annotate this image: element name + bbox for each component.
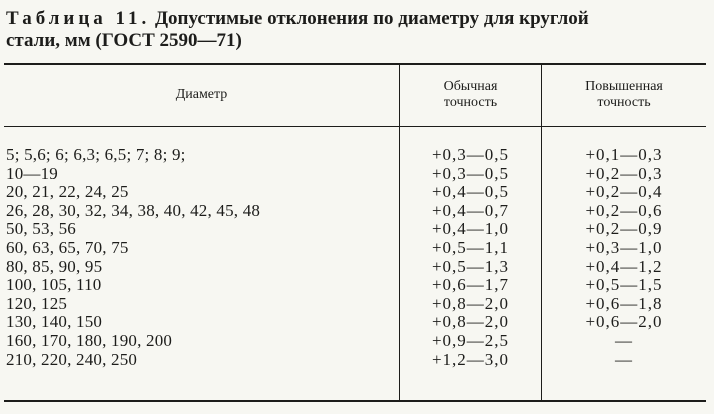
high-tolerance-cell: — — [615, 330, 633, 350]
diameter-cell: 130, 140, 150 — [6, 312, 103, 332]
high-tolerance-cell: +0,2—0,3 — [585, 163, 663, 183]
table-row — [4, 332, 706, 351]
high-tolerance-cell: +0,2—0,9 — [585, 219, 663, 239]
table-row — [4, 146, 706, 165]
normal-tolerance-cell: +0,4—0,5 — [431, 182, 510, 202]
high-tolerance-cell: — — [615, 349, 633, 369]
high-tolerance-cell: +0,4—1,2 — [585, 256, 663, 276]
header-normal-line-1: Обычная — [443, 79, 498, 94]
high-tolerance-cell: +0,3—1,0 — [585, 237, 663, 257]
normal-tolerance-cell: +1,2—3,0 — [431, 349, 510, 369]
normal-tolerance-cell: +0,4—0,7 — [431, 200, 510, 220]
diameter-cell: 26, 28, 30, 32, 34, 38, 40, 42, 45, 48 — [6, 200, 261, 220]
diameter-cell: 100, 105, 110 — [6, 275, 102, 295]
header-normal-line-2: точность — [443, 95, 498, 110]
normal-tolerance-cell: +0,8—2,0 — [431, 293, 510, 313]
diameter-cell: 5; 5,6; 6; 6,3; 6,5; 7; 8; 9; — [6, 145, 186, 164]
table-row — [4, 351, 706, 370]
header-diameter-text: Диаметр — [175, 87, 228, 102]
table-row — [4, 239, 706, 258]
high-tolerance-cell: +0,2—0,4 — [585, 182, 663, 202]
table-row — [4, 313, 706, 332]
table-row — [4, 202, 706, 221]
table-title-line-1: Допустимые отклонения по диаметру для круглой — [154, 8, 589, 29]
table-row — [4, 258, 706, 277]
table-bottom-rule — [4, 400, 706, 402]
table-body — [4, 146, 706, 369]
normal-tolerance-cell: +0,8—2,0 — [431, 312, 510, 332]
normal-tolerance-cell: +0,5—1,1 — [431, 237, 510, 257]
diameter-cell: 20, 21, 22, 24, 25 — [6, 182, 129, 202]
normal-tolerance-cell: +0,5—1,3 — [431, 256, 510, 276]
high-tolerance-cell: +0,6—1,8 — [585, 293, 663, 313]
header-high-line-1: Повышенная — [585, 79, 663, 94]
header-high-accuracy — [542, 64, 706, 126]
normal-tolerance-cell: +0,9—2,5 — [431, 330, 510, 350]
table-row — [4, 165, 706, 184]
normal-tolerance-cell: +0,4—1,0 — [431, 219, 510, 239]
diameter-cell: 80, 85, 90, 95 — [6, 256, 103, 276]
header-diameter — [4, 64, 399, 126]
normal-tolerance-cell: +0,6—1,7 — [431, 275, 510, 295]
table-row — [4, 276, 706, 295]
table-title-line-2: стали, мм (ГОСТ 2590—71) — [6, 30, 242, 51]
diameter-cell: 60, 63, 65, 70, 75 — [6, 237, 129, 257]
caption-line-1 — [6, 8, 706, 30]
table-header-rule — [4, 126, 706, 127]
high-tolerance-cell: +0,1—0,3 — [585, 145, 663, 164]
header-high-line-2: точность — [597, 95, 651, 110]
diameter-cell: 10—19 — [6, 163, 58, 183]
high-tolerance-cell: +0,5—1,5 — [585, 275, 663, 295]
table-caption — [6, 8, 706, 52]
diameter-cell: 50, 53, 56 — [6, 219, 76, 239]
table-number-label: Таблица 11. — [6, 8, 151, 29]
normal-tolerance-cell: +0,3—0,5 — [431, 163, 510, 183]
high-tolerance-cell: +0,6—2,0 — [585, 312, 663, 332]
header-normal-accuracy — [400, 64, 541, 126]
table-row — [4, 220, 706, 239]
diameter-cell: 120, 125 — [6, 293, 68, 313]
table-row — [4, 183, 706, 202]
diameter-cell: 160, 170, 180, 190, 200 — [6, 330, 173, 350]
table-row — [4, 295, 706, 314]
normal-tolerance-cell: +0,3—0,5 — [431, 145, 510, 164]
diameter-cell: 210, 220, 240, 250 — [6, 349, 138, 369]
high-tolerance-cell: +0,2—0,6 — [585, 200, 663, 220]
